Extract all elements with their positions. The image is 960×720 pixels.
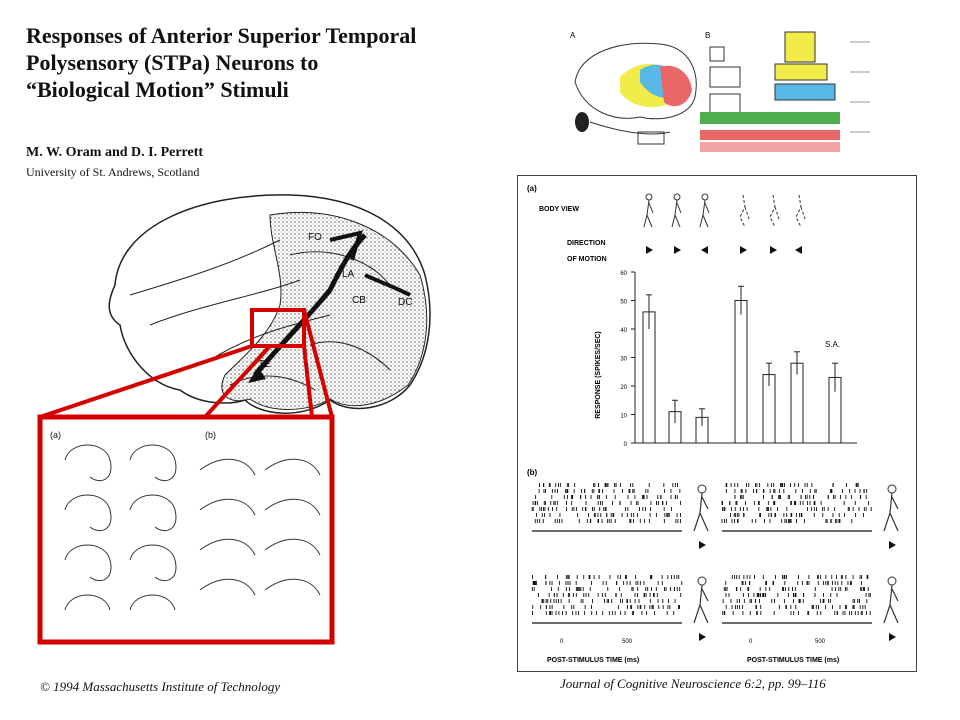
y-tick-label-0: 0	[623, 442, 627, 448]
raster-block-3	[722, 575, 898, 641]
body-view-label: BODY VIEW	[539, 206, 579, 213]
copyright: © 1994 Massachusetts Institute of Technology	[40, 679, 281, 694]
walker-body-2	[694, 585, 708, 623]
walker-body-3	[884, 585, 898, 623]
y-tick-label-6: 60	[620, 271, 627, 277]
direction-arrow-3	[740, 246, 747, 254]
panel-b-label: (b)	[527, 468, 538, 477]
x-axis-title-left: POST-STIMULUS TIME (ms)	[547, 657, 640, 664]
raster-arrow-1	[889, 541, 896, 549]
region-label-te: TE	[258, 359, 271, 370]
title-line-3: “Biological Motion” Stimuli	[26, 77, 289, 102]
walker-body-0	[694, 493, 708, 531]
raster-tick-500-left: 500	[622, 639, 633, 645]
panel-label-a: A	[570, 31, 576, 40]
response-figure-svg	[517, 175, 915, 670]
paper-title	[26, 22, 516, 103]
raster-block-2	[532, 575, 708, 641]
bar-3	[735, 301, 747, 444]
affiliation: University of St. Andrews, Scotland	[26, 165, 200, 179]
direction-label: DIRECTION	[567, 240, 606, 247]
brain-figure	[30, 185, 470, 655]
spike-rasters	[532, 483, 898, 641]
body-figure-2	[700, 194, 709, 227]
direction-arrow-1	[674, 246, 681, 254]
raster-tick-0-left: 0	[560, 639, 564, 645]
zoom-inset-box	[40, 417, 332, 642]
motion-label: OF MOTION	[567, 256, 607, 263]
y-tick-label-5: 50	[620, 299, 627, 306]
direction-arrow-2	[701, 246, 708, 254]
bar-0	[643, 312, 655, 443]
sa-annotation: S.A.	[825, 340, 841, 349]
title-line-1: Responses of Anterior Superior Temporal	[26, 23, 417, 48]
authors: M. W. Oram and D. I. Perrett	[26, 145, 204, 160]
body-figure-1	[672, 194, 681, 227]
title-line-2: Polysensory (STPa) Neurons to	[26, 50, 319, 75]
walker-head-3	[888, 577, 896, 585]
region-label-fo: FO	[308, 232, 322, 243]
y-tick-label-3: 30	[620, 356, 627, 363]
y-tick-label-1: 10	[620, 413, 627, 420]
y-axis-title: RESPONSE (SPIKES/SEC)	[595, 331, 602, 419]
bar-chart	[620, 271, 857, 448]
raster-block-1	[722, 483, 898, 549]
walker-head-1	[888, 485, 896, 493]
raster-arrow-3	[889, 633, 896, 641]
raster-arrow-0	[699, 541, 706, 549]
raster-block-0	[532, 483, 708, 549]
x-axis-title-right: POST-STIMULUS TIME (ms)	[747, 657, 840, 664]
region-label-la: LA	[342, 269, 355, 280]
body-figure-0	[644, 194, 653, 227]
region-label-cb: CB	[352, 295, 366, 306]
raster-tick-500-right: 500	[815, 639, 826, 645]
inset-label-a: (a)	[50, 430, 61, 440]
direction-arrow-5	[795, 246, 802, 254]
eye-shape	[575, 112, 589, 132]
walker-body-1	[884, 493, 898, 531]
journal-citation: Journal of Cognitive Neuroscience 6:2, pp. 99–116	[560, 676, 826, 691]
body-figure-3	[740, 195, 749, 227]
visual-pathway-figure	[560, 22, 880, 162]
direction-arrow-4	[770, 246, 777, 254]
inset-label-b: (b)	[205, 430, 216, 440]
walker-head-2	[698, 577, 706, 585]
walker-head-0	[698, 485, 706, 493]
body-view-figures	[644, 194, 805, 227]
y-tick-label-2: 20	[620, 385, 627, 391]
y-tick-label-4: 40	[620, 328, 627, 334]
raster-arrow-2	[699, 633, 706, 641]
body-figure-4	[770, 195, 779, 227]
body-figure-5	[796, 195, 805, 227]
panel-a-label: (a)	[527, 184, 537, 193]
region-label-dc: DC	[398, 297, 413, 308]
direction-arrows	[646, 246, 802, 254]
panel-label-b: B	[705, 31, 711, 40]
direction-arrow-0	[646, 246, 653, 254]
bar-5	[791, 363, 803, 443]
raster-tick-0-right: 0	[749, 639, 753, 645]
